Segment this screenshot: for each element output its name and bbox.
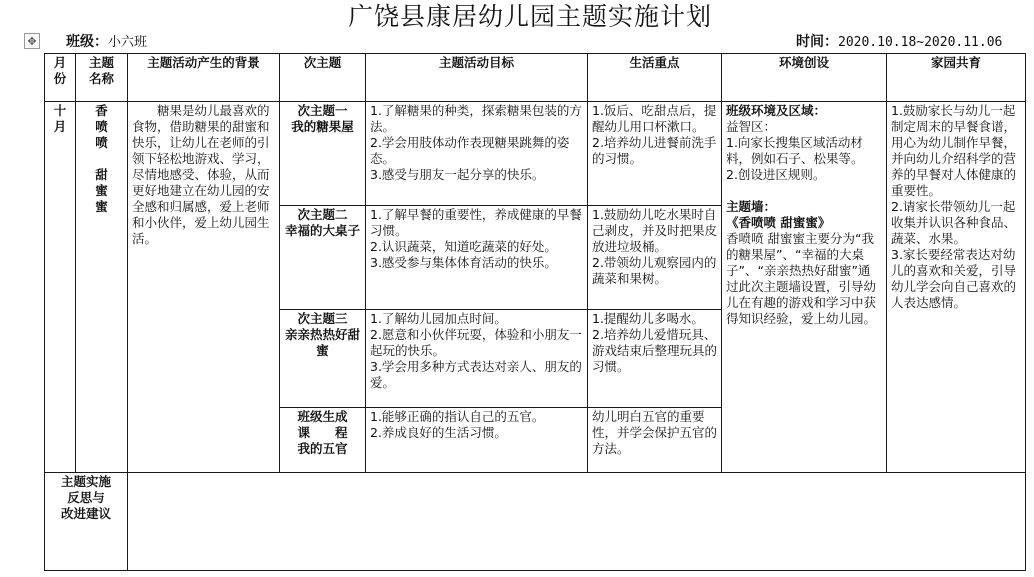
env-wall-text: 香喷喷 甜蜜蜜主要分为“我的糖果屋”、“幸福的大桌子”、“亲亲热热好甜蜜”通过此次主题墙设置，引导幼儿在有趣的游戏和学习中获得知识经验，爱上幼儿园。 (726, 231, 877, 326)
document-title: 广饶县康居幼儿园主题实施计划 (347, 2, 712, 31)
subtheme-4-life: 幼儿明白五官的重要性，并学会保护五官的方法。 (588, 408, 722, 473)
subtheme-1-goals: 1.了解糖果的种类，探索糖果包装的方法。 2.学会用肢体动作表现糖果跳舞的姿态。 3.感受与朋友一起分享的快乐。 (366, 102, 588, 206)
time-value: 2020.10.18~2020.11.06 (838, 35, 1003, 50)
background-text: 糖果是幼儿最喜欢的食物，借助糖果的甜蜜和快乐，让幼儿在老师的引领下轻松地游戏、学习，尽情地感受、体验，从而更好地建立在幼儿园的安全感和归属感，爱上老师和小伙伴，爱上幼儿园生活。 (132, 103, 270, 246)
family-item: 3.家长要经常表达对幼儿的喜欢和关爱，引导幼儿学会向自己喜欢的人表达感情。 (891, 247, 1017, 310)
env-wall-title: 主题墙： (726, 199, 777, 214)
header-life: 生活重点 (588, 54, 722, 102)
subtheme-3-life: 1.提醒幼儿多喝水。 2.培养幼儿爱惜玩具、游戏结束后整理玩具的习惯。 (588, 310, 722, 408)
subtheme-1-name: 次主题一 我的糖果屋 (280, 102, 366, 206)
class-label: 班级： (66, 34, 108, 50)
theme-name-cell: 香 喷 喷 甜 蜜 蜜 (76, 102, 128, 473)
subtheme-3-goals: 1.了解幼儿园加点时间。 2.愿意和小伙伴玩耍，体验和小朋友一起玩的快乐。 3.学会用多种方式表达对亲人、朋友的爱。 (366, 310, 588, 408)
reflection-content[interactable] (128, 473, 1026, 571)
header-subtheme: 次主题 (280, 54, 366, 102)
class-value: 小六班 (108, 35, 148, 50)
family-item: 1.鼓励家长与幼儿一起制定周末的早餐食谱，用心为幼儿制作早餐，并向幼儿介绍科学的营养的早餐对人体健康的重要性。 (891, 103, 1017, 198)
time-label: 时间： (796, 34, 838, 50)
header-month: 月 份 (45, 54, 76, 102)
background-cell (128, 102, 280, 473)
env-region-title: 班级环境及区域： (726, 103, 827, 118)
subtheme-2-name: 次主题二 幸福的大桌子 (280, 206, 366, 310)
subtheme-2-life: 1.鼓励幼儿吃水果时自己剥皮，并及时把果皮放进垃圾桶。 2.带领幼儿观察园内的蔬菜和果树。 (588, 206, 722, 310)
table-move-handle-icon[interactable]: ✥ (24, 33, 40, 49)
subtheme-3-name: 次主题三 亲亲热热好甜蜜 (280, 310, 366, 408)
subtheme-4-name: 班级生成 课 程 我的五官 (280, 408, 366, 473)
subtheme-4-goals: 1.能够正确的指认自己的五官。 2.养成良好的生活习惯。 (366, 408, 588, 473)
header-family: 家园共育 (887, 54, 1026, 102)
reflection-row (45, 473, 1026, 571)
header-goals: 主题活动目标 (366, 54, 588, 102)
env-region-item: 2.创设进区规则。 (726, 167, 826, 182)
time-info (796, 32, 1002, 53)
header-environment: 环境创设 (722, 54, 887, 102)
family-item: 2.请家长带领幼儿一起收集并认识各种食品、蔬菜、水果。 (891, 199, 1017, 246)
header-row (45, 54, 1026, 102)
class-info (66, 32, 147, 53)
header-theme: 主题 名称 (76, 54, 128, 102)
subtheme-1-life: 1.饭后、吃甜点后，提醒幼儿用口杯漱口。 2.培养幼儿进餐前洗手的习惯。 (588, 102, 722, 206)
environment-cell (722, 102, 887, 473)
env-region-name: 益智区： (726, 119, 777, 134)
month-cell: 十 月 (45, 102, 76, 473)
family-cell (887, 102, 1026, 473)
subtheme-2-goals: 1.了解早餐的重要性，养成健康的早餐习惯。 2.认识蔬菜，知道吃蔬菜的好处。 3.感受参与集体体育活动的快乐。 (366, 206, 588, 310)
subtheme-row-1 (45, 102, 1026, 206)
env-wall-name: 《香喷喷 甜蜜蜜》 (726, 215, 831, 230)
header-background: 主题活动产生的背景 (128, 54, 280, 102)
reflection-label: 主题实施 反思与 改进建议 (45, 473, 128, 571)
env-region-item: 1.向家长搜集区域活动材料，例如石子、松果等。 (726, 135, 864, 166)
plan-table (44, 53, 1026, 571)
